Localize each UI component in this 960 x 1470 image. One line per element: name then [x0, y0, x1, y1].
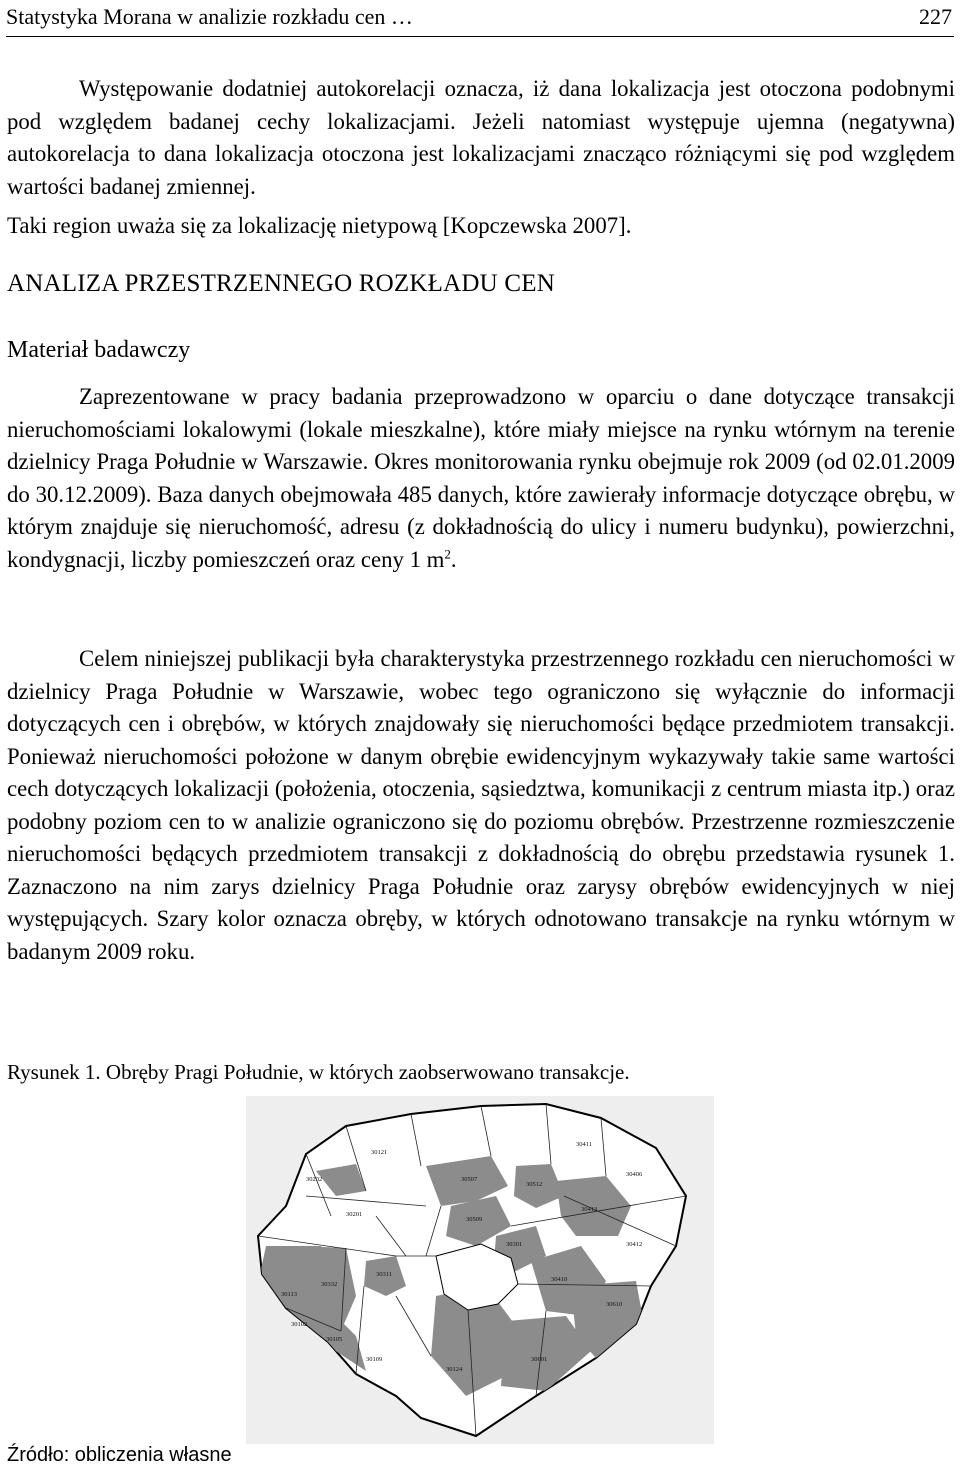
district-map-figure [246, 1096, 714, 1444]
parcel-label: 30512 [526, 1181, 543, 1188]
parcel-label: 30412 [626, 1241, 643, 1248]
parcel-label: 30332 [321, 1281, 338, 1288]
figure-caption: Rysunek 1. Obręby Pragi Południe, w których zaobserwowano transakcje. [7, 1060, 630, 1084]
parcel-label: 30202 [306, 1176, 323, 1183]
parcel-label: 30105 [326, 1336, 343, 1343]
parcel-label: 30509 [466, 1216, 483, 1223]
intro-paragraph-last-line: Taki region uważa się za lokalizację nietypową [Kopczewska 2007]. [7, 213, 632, 238]
page-number: 227 [919, 4, 952, 29]
running-header-title: Statystyka Morana w analizie rozkładu cen … [6, 4, 413, 29]
body-paragraph-aim: Celem niniejszej publikacji była charakterystyka przestrzennego rozkładu cen nieruchomości w dzielnicy Praga Południe w Warszawie, wobec tego ograniczono się wyłącznie do informacji dotyczących cen i obrębów, w których znajdowały się nieruchomości będące przedmiotem transakcji. Ponieważ nieruchomości położone w danym obrębie ewidencyjnym wykazywały takie same wartości cech dotyczących lokalizacji (położenia, otoczenia, sąsiedztwa, komunikacji z centrum miasta itp.) oraz podobny poziom cen to w analizie ograniczono się do poziomu obrębów. Przestrzenne rozmieszczenie nieruchomości będących przedmiotem transakcji z dokładnością do obrębu przedstawia rysunek 1. Zaznaczono na nim zarys dzielnicy Praga Południe oraz zarysy obrębów ewidencyjnych w niej występujących. Szary kolor oznacza obręby, w których odnotowano transakcje na rynku wtórnym w badanym 2009 roku. [7, 646, 955, 964]
intro-paragraph: Występowanie dodatniej autokorelacji oznacza, iż dana lokalizacja jest otoczona podobnymi pod względem badanej cechy lokalizacjami. Jeżeli natomiast występuje ujemna (negatywna) autokorelacja to dana lokalizacja otoczona jest lokalizacjami znacząco różniącymi się pod względem wartości badanej zmiennej. [7, 76, 955, 199]
parcel-label: 30406 [626, 1171, 643, 1178]
body-paragraph-data [7, 381, 955, 576]
parcel-label: 30410 [551, 1276, 568, 1283]
parcel-label: 30411 [576, 1141, 593, 1148]
parcel-label: 30311 [376, 1271, 393, 1278]
body-paragraph-data-text: Zaprezentowane w pracy badania przeprowadzono w oparciu o dane dotyczące transakcji nieruchomościami lokalowymi (lokale mieszkalne), które miały miejsce na rynku wtórnym na terenie dzielnicy Praga Południe w Warszawie. Okres monitorowania rynku obejmuje rok 2009 (od 02.01.2009 do 30.12.2009). Baza danych obejmowała 485 danych, które zawierały informacje dotyczące obrębu, w którym znajduje się nieruchomość, adresu (z dokładnością do ulicy i numeru budynku), powierzchni, kondygnacji, liczby pomieszczeń oraz ceny 1 m [7, 384, 955, 572]
parcel-label: 30109 [366, 1356, 383, 1363]
running-header [6, 2, 954, 37]
unit-superscript: 2 [444, 545, 451, 561]
parcel-label: 30301 [506, 1241, 523, 1248]
district-map [246, 1096, 714, 1444]
source-note: Źródło: obliczenia własne [7, 1444, 232, 1466]
parcel-label: 30113 [281, 1291, 298, 1298]
section-heading: ANALIZA PRZESTRZENNEGO ROZKŁADU CEN [7, 270, 555, 297]
parcel-label: 30507 [461, 1176, 478, 1183]
subsection-heading: Materiał badawczy [7, 337, 191, 363]
parcel-label: 30601 [531, 1356, 548, 1363]
parcel-label: 30201 [346, 1211, 363, 1218]
parcel-label: 30124 [446, 1366, 463, 1373]
parcel-label: 30102 [291, 1321, 308, 1328]
parcel-label: 30121 [371, 1149, 388, 1156]
parcel-label: 30413 [581, 1206, 598, 1213]
parcel-label: 30610 [606, 1301, 623, 1308]
body-paragraph-data-end: . [450, 546, 457, 572]
